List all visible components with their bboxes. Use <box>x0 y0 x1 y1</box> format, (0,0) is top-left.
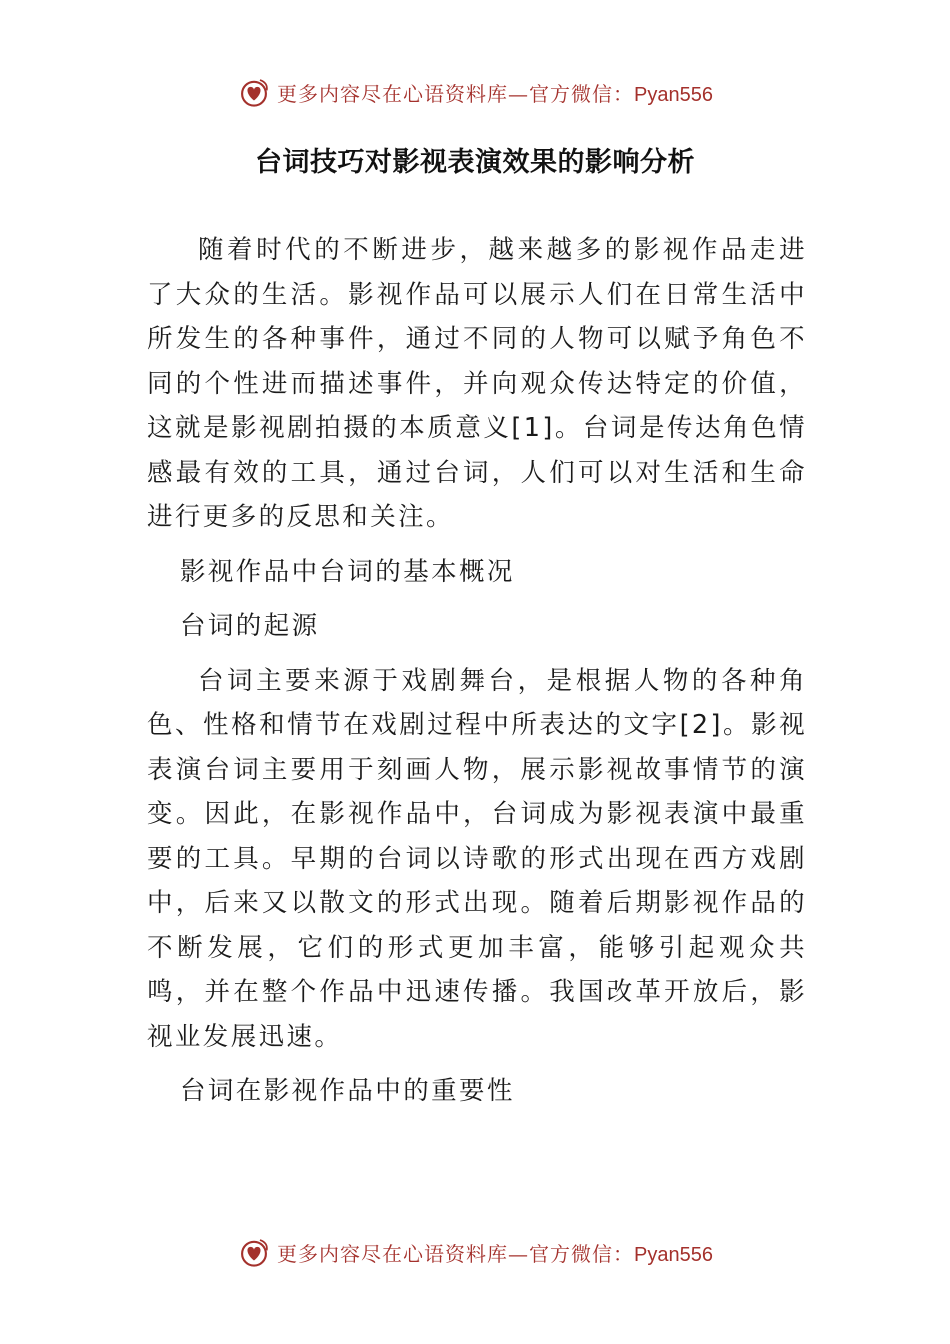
heart-logo-icon <box>237 75 271 109</box>
header-banner-text: 更多内容尽在心语资料库—官方微信：Pyan556 <box>277 81 713 106</box>
paragraph-intro: 随着时代的不断进步，越来越多的影视作品走进了大众的生活。影视作品可以展示人们在日常生活中所发生的各种事件，通过不同的人物可以赋予角色不同的个性进而描述事件，并向观众传达特定的价值，这就是影视剧拍摄的本质意义[1]。台词是传达角色情感最有效的工具，通过台词，人们可以对生活和生命进行更多的反思和关注。 <box>147 235 807 532</box>
document-title: 台词技巧对影视表演效果的影响分析 <box>255 147 695 178</box>
footer-banner <box>0 1232 950 1272</box>
footer-banner-text: 更多内容尽在心语资料库—官方微信：Pyan556 <box>277 1241 713 1266</box>
section-heading-overview: 影视作品中台词的基本概况 <box>180 556 515 587</box>
subsection-heading-importance: 台词在影视作品中的重要性 <box>180 1076 515 1106</box>
subsection-heading-origin: 台词的起源 <box>180 611 320 641</box>
header-banner <box>0 72 950 112</box>
paragraph-origin: 台词主要来源于戏剧舞台，是根据人物的各种角色、性格和情节在戏剧过程中所表达的文字[2]。影视表演台词主要用于刻画人物，展示影视故事情节的演变。因此，在影视作品中，台词成为影视表演中最重要的工具。早期的台词以诗歌的形式出现在西方戏剧中，后来又以散文的形式出现。随着后期影视作品的不断发展，它们的形式更加丰富，能够引起观众共鸣，并在整个作品中迅速传播。我国改革开放后，影视业发展迅速。 <box>147 665 807 1052</box>
header-banner-contact: Pyan556 <box>634 83 713 106</box>
document-body <box>147 228 807 1124</box>
heart-logo-icon <box>237 1235 271 1269</box>
footer-banner-contact: Pyan556 <box>634 1243 713 1266</box>
